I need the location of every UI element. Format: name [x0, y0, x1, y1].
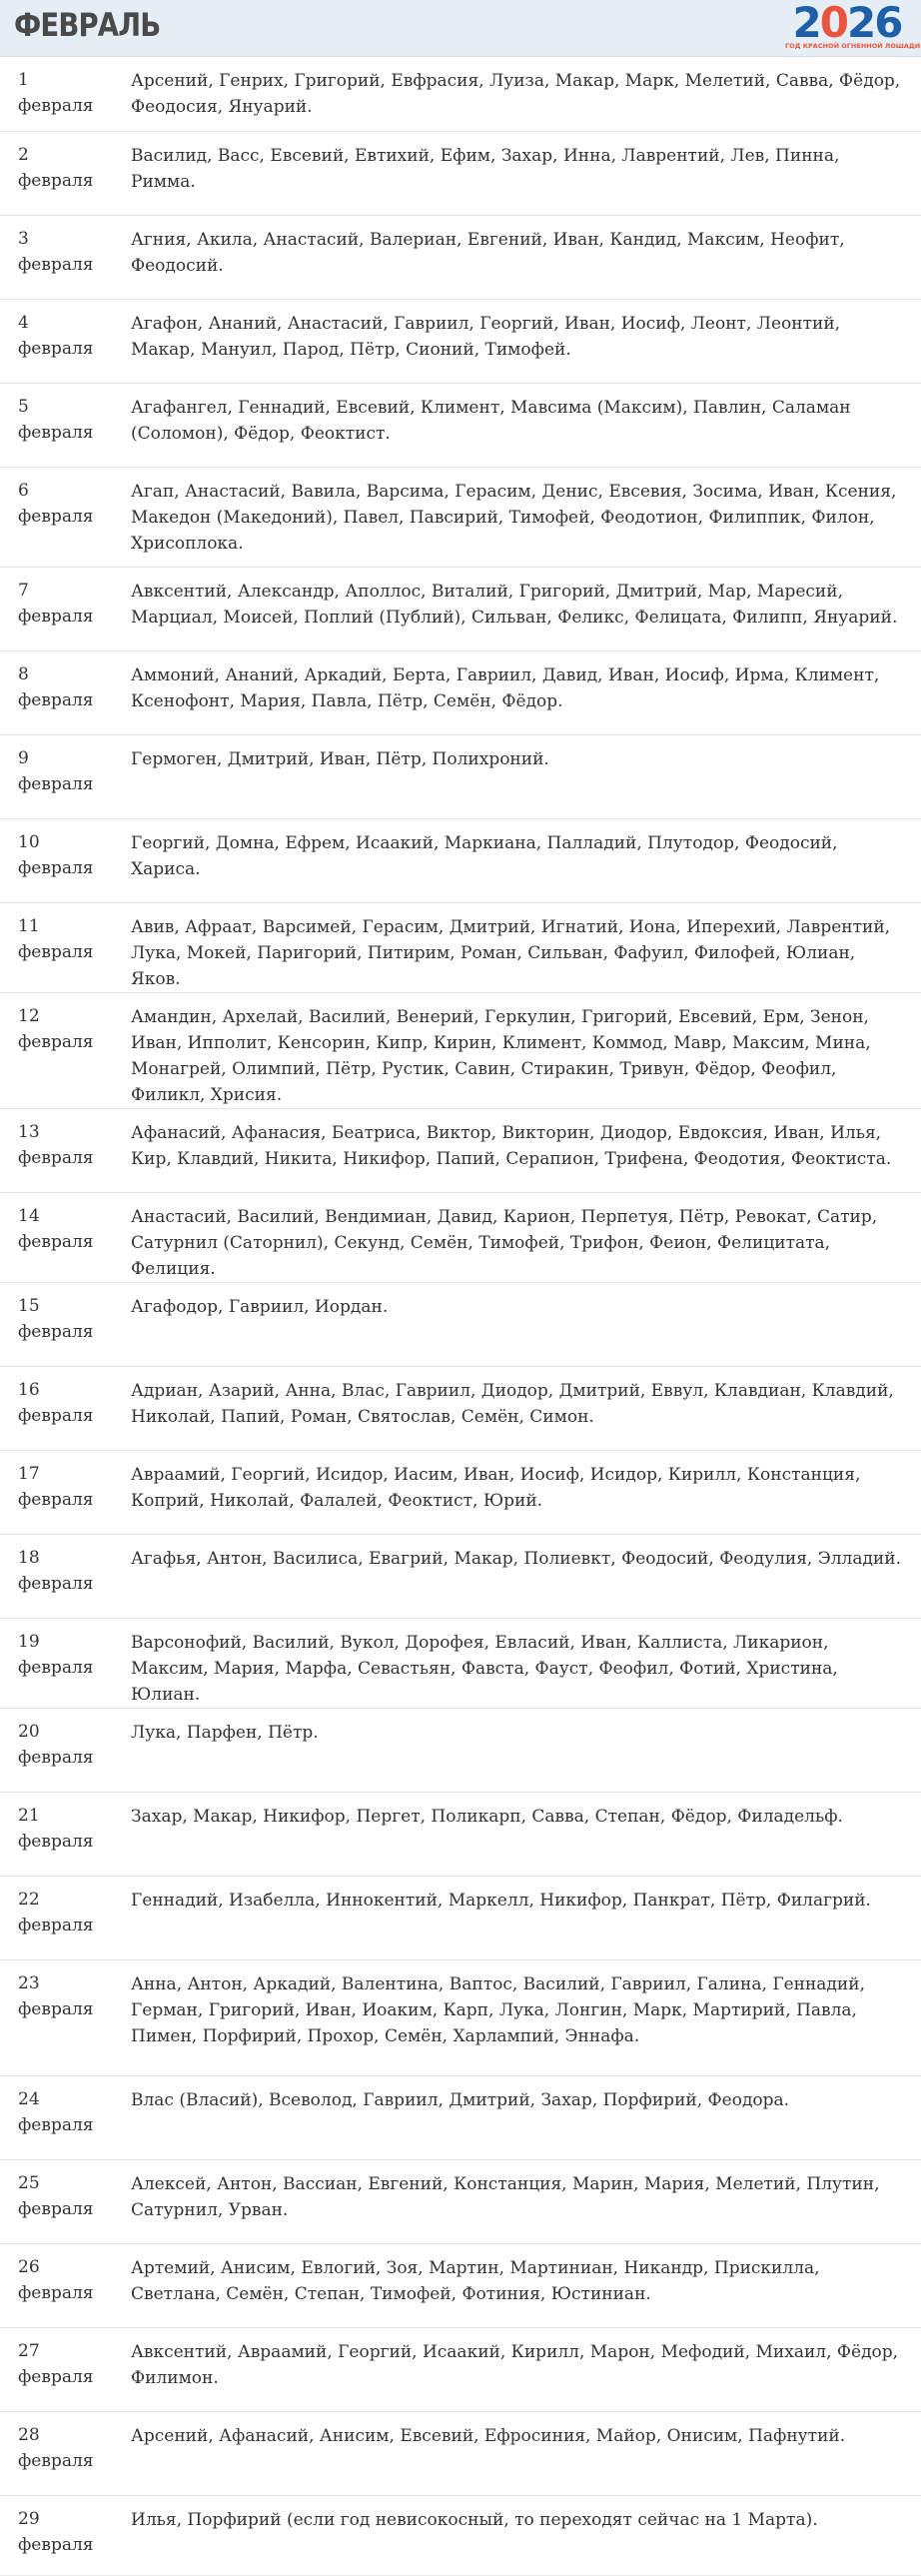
date-cell	[0, 2075, 112, 2159]
day-number: 22	[18, 1889, 40, 1910]
day-number: 15	[18, 1295, 40, 1316]
date-cell	[0, 2495, 112, 2575]
table-row	[0, 567, 921, 650]
month-label: февраля	[18, 2198, 94, 2219]
table-row	[0, 2327, 921, 2411]
table-row	[0, 2159, 921, 2243]
day-number: 21	[18, 1805, 40, 1826]
day-number: 14	[18, 1205, 40, 1226]
date-cell	[0, 299, 112, 383]
month-label: февраля	[18, 606, 94, 627]
day-number: 20	[18, 1721, 40, 1742]
date-cell	[0, 57, 112, 131]
day-number: 25	[18, 2172, 40, 2193]
day-number: 2	[18, 144, 29, 165]
day-number: 8	[18, 663, 29, 684]
month-label: февраля	[18, 1747, 94, 1768]
date-cell	[0, 383, 112, 467]
names-cell: Влас (Власий), Всеволод, Гавриил, Дмитрий, Захар, Порфирий, Феодора.	[112, 2075, 921, 2159]
names-cell: Авксентий, Александр, Аполлос, Виталий, Григорий, Дмитрий, Мар, Маресий, Марциал, Моисей, Поплий (Публий), Сильван, Феликс, Фелицата, Филипп, Януарий.	[112, 567, 921, 650]
logo-subtitle: ГОД КРАСНОЙ ОГНЕННОЙ ЛОШАДИ	[785, 42, 921, 50]
day-number: 26	[18, 2256, 40, 2277]
names-cell: Артемий, Анисим, Евлогий, Зоя, Мартин, Мартиниан, Никандр, Прискилла, Светлана, Семён, Степан, Тимофей, Фотиния, Юстиниан.	[112, 2243, 921, 2327]
date-cell	[0, 1618, 112, 1708]
names-cell: Агафон, Ананий, Анастасий, Гавриил, Георгий, Иван, Иосиф, Леонт, Леонтий, Макар, Мануил, Парод, Пётр, Сионий, Тимофей.	[112, 299, 921, 383]
date-cell	[0, 567, 112, 650]
month-label: февраля	[18, 1231, 94, 1252]
names-cell: Арсений, Афанасий, Анисим, Евсевий, Ефросиния, Майор, Онисим, Пафнутий.	[112, 2411, 921, 2495]
table-row	[0, 383, 921, 467]
table-row	[0, 992, 921, 1108]
day-number: 4	[18, 312, 29, 333]
date-cell	[0, 818, 112, 902]
table-row	[0, 902, 921, 992]
names-cell: Анна, Антон, Аркадий, Валентина, Ваптос, Василий, Гавриил, Галина, Геннадий, Герман, Григорий, Иван, Иоаким, Карп, Лука, Лонгин, Марк, Мартирий, Павла, Пимен, Порфирий, Прохор, Семён, Харлампий, Эннафа.	[112, 1959, 921, 2075]
date-cell	[0, 902, 112, 992]
page-title: ФЕВРАЛЬ	[14, 6, 161, 44]
date-cell	[0, 2411, 112, 2495]
names-cell: Амандин, Архелай, Василий, Венерий, Геркулин, Григорий, Евсевий, Ерм, Зенон, Иван, Ипполит, Кенсорин, Кипр, Кирин, Климент, Коммод, Мавр, Максим, Мина, Монагрей, Олимпий, Пётр, Рустик, Савин, Стиракин, Тривун, Фёдор, Феофил, Филикл, Хрисия.	[112, 992, 921, 1108]
month-label: февраля	[18, 1998, 94, 2019]
day-number: 3	[18, 228, 29, 249]
date-cell	[0, 1792, 112, 1876]
month-label: февраля	[18, 422, 94, 443]
logo-year-start: 2	[792, 0, 820, 47]
day-number: 6	[18, 480, 29, 501]
month-label: февраля	[18, 1831, 94, 1852]
names-cell: Георгий, Домна, Ефрем, Исаакий, Маркиана, Палладий, Плутодор, Феодосий, Хариса.	[112, 818, 921, 902]
table-row	[0, 1366, 921, 1450]
logo-year-end: 26	[847, 0, 902, 47]
table-row	[0, 1282, 921, 1366]
date-cell	[0, 1876, 112, 1959]
month-label: февраля	[18, 1573, 94, 1594]
names-cell: Агния, Акила, Анастасий, Валериан, Евгений, Иван, Кандид, Максим, Неофит, Феодосий.	[112, 215, 921, 299]
table-row	[0, 2411, 921, 2495]
day-number: 24	[18, 2088, 40, 2109]
names-cell: Агафодор, Гавриил, Иордан.	[112, 1282, 921, 1366]
table-row	[0, 734, 921, 818]
table-row	[0, 650, 921, 734]
day-number: 10	[18, 831, 40, 852]
table-row	[0, 1876, 921, 1959]
logo-2026	[785, 0, 921, 56]
names-cell: Авксентий, Авраамий, Георгий, Исаакий, Кирилл, Марон, Мефодий, Михаил, Фёдор, Филимон.	[112, 2327, 921, 2411]
day-number: 13	[18, 1121, 40, 1142]
table-row	[0, 1792, 921, 1876]
day-number: 16	[18, 1379, 40, 1400]
date-cell	[0, 1108, 112, 1192]
date-cell	[0, 1282, 112, 1366]
day-number: 17	[18, 1463, 40, 1484]
day-number: 1	[18, 70, 29, 90]
month-label: февраля	[18, 2282, 94, 2303]
table-row	[0, 57, 921, 131]
names-cell: Арсений, Генрих, Григорий, Евфрасия, Луиза, Макар, Марк, Мелетий, Савва, Фёдор, Феодосия, Януарий.	[112, 57, 921, 131]
table-row	[0, 1618, 921, 1708]
month-label: февраля	[18, 689, 94, 710]
month-label: февраля	[18, 1915, 94, 1935]
table-row	[0, 1959, 921, 2075]
month-label: февраля	[18, 1657, 94, 1678]
month-label: февраля	[18, 96, 94, 116]
month-label: февраля	[18, 857, 94, 878]
table-row	[0, 2243, 921, 2327]
day-number: 23	[18, 1972, 40, 1993]
names-cell: Аммоний, Ананий, Аркадий, Берта, Гавриил, Давид, Иван, Иосиф, Ирма, Климент, Ксенофонт, Мария, Павла, Пётр, Семён, Фёдор.	[112, 650, 921, 734]
day-number: 27	[18, 2340, 40, 2361]
month-label: февраля	[18, 1405, 94, 1426]
date-cell	[0, 2243, 112, 2327]
month-label: февраля	[18, 506, 94, 527]
table-row	[0, 818, 921, 902]
names-cell: Василид, Васс, Евсевий, Евтихий, Ефим, Захар, Инна, Лаврентий, Лев, Пинна, Римма.	[112, 131, 921, 215]
names-cell: Авив, Афраат, Варсимей, Герасим, Дмитрий, Игнатий, Иона, Иперехий, Лаврентий, Лука, Мокей, Паригорий, Питирим, Роман, Сильван, Фафуил, Филофей, Юлиан, Яков.	[112, 902, 921, 992]
day-number: 5	[18, 396, 29, 417]
day-number: 29	[18, 2508, 40, 2529]
date-cell	[0, 2327, 112, 2411]
table-row	[0, 1708, 921, 1792]
names-cell: Агап, Анастасий, Вавила, Варсима, Герасим, Денис, Евсевия, Зосима, Иван, Ксения, Македон (Македоний), Павел, Павсирий, Тимофей, Феодотион, Филиппик, Филон, Хрисоплока.	[112, 467, 921, 567]
names-cell: Авраамий, Георгий, Исидор, Иасим, Иван, Иосиф, Исидор, Кирилл, Констанция, Коприй, Николай, Фалалей, Феоктист, Юрий.	[112, 1450, 921, 1534]
day-number: 18	[18, 1547, 40, 1568]
date-cell	[0, 992, 112, 1108]
names-cell: Лука, Парфен, Пётр.	[112, 1708, 921, 1792]
month-label: февраля	[18, 773, 94, 794]
month-label: февраля	[18, 2450, 94, 2471]
month-label: февраля	[18, 1489, 94, 1510]
date-cell	[0, 215, 112, 299]
day-number: 9	[18, 747, 29, 768]
names-cell: Агафангел, Геннадий, Евсевий, Климент, Мавсима (Максим), Павлин, Саламан (Соломон), Фёдор, Феоктист.	[112, 383, 921, 467]
name-days-table	[0, 57, 921, 2576]
month-label: февраля	[18, 170, 94, 191]
date-cell	[0, 1959, 112, 2075]
month-label: февраля	[18, 941, 94, 962]
table-row	[0, 1534, 921, 1618]
table-row	[0, 299, 921, 383]
names-cell: Адриан, Азарий, Анна, Влас, Гавриил, Диодор, Дмитрий, Еввул, Клавдиан, Клавдий, Николай, Папий, Роман, Святослав, Семён, Симон.	[112, 1366, 921, 1450]
names-cell: Гермоген, Дмитрий, Иван, Пётр, Полихроний.	[112, 734, 921, 818]
names-cell: Афанасий, Афанасия, Беатриса, Виктор, Викторин, Диодор, Евдоксия, Иван, Илья, Кир, Клавдий, Никита, Никифор, Папий, Серапион, Трифена, Феодотия, Феоктиста.	[112, 1108, 921, 1192]
logo-year	[785, 0, 909, 46]
logo-year-zero: 0	[819, 0, 847, 47]
names-cell: Захар, Макар, Никифор, Пергет, Поликарп, Савва, Степан, Фёдор, Филадельф.	[112, 1792, 921, 1876]
month-label: февраля	[18, 2534, 94, 2555]
day-number: 11	[18, 915, 40, 936]
date-cell	[0, 1192, 112, 1282]
date-cell	[0, 131, 112, 215]
month-label: февраля	[18, 2114, 94, 2135]
day-number: 7	[18, 580, 29, 601]
day-number: 28	[18, 2424, 40, 2445]
month-label: февраля	[18, 1147, 94, 1168]
names-cell: Геннадий, Изабелла, Иннокентий, Маркелл, Никифор, Панкрат, Пётр, Филагрий.	[112, 1876, 921, 1959]
day-number: 12	[18, 1005, 40, 1026]
month-label: февраля	[18, 254, 94, 275]
names-cell: Алексей, Антон, Вассиан, Евгений, Констанция, Марин, Мария, Мелетий, Плутин, Сатурнил, Урван.	[112, 2159, 921, 2243]
date-cell	[0, 734, 112, 818]
table-row	[0, 131, 921, 215]
date-cell	[0, 2159, 112, 2243]
date-cell	[0, 1450, 112, 1534]
month-label: февраля	[18, 338, 94, 359]
month-label: февраля	[18, 1321, 94, 1342]
table-row	[0, 1108, 921, 1192]
names-cell: Агафья, Антон, Василиса, Евагрий, Макар, Полиевкт, Феодосий, Феодулия, Элладий.	[112, 1534, 921, 1618]
table-row	[0, 215, 921, 299]
date-cell	[0, 1534, 112, 1618]
names-cell: Илья, Порфирий (если год невисокосный, то переходят сейчас на 1 Марта).	[112, 2495, 921, 2575]
table-row	[0, 1192, 921, 1282]
table-row	[0, 2495, 921, 2575]
page-header	[0, 0, 921, 57]
table-row	[0, 1450, 921, 1534]
month-label: февраля	[18, 1031, 94, 1052]
day-number: 19	[18, 1631, 40, 1652]
date-cell	[0, 1708, 112, 1792]
names-cell: Варсонофий, Василий, Вукол, Дорофея, Евласий, Иван, Каллиста, Ликарион, Максим, Мария, Марфа, Севастьян, Фавста, Фауст, Феофил, Фотий, Христина, Юлиан.	[112, 1618, 921, 1708]
month-label: февраля	[18, 2366, 94, 2387]
date-cell	[0, 467, 112, 567]
table-row	[0, 467, 921, 567]
table-row	[0, 2075, 921, 2159]
date-cell	[0, 650, 112, 734]
date-cell	[0, 1366, 112, 1450]
names-cell: Анастасий, Василий, Вендимиан, Давид, Карион, Перпетуя, Пётр, Ревокат, Сатир, Сатурнил (Саторнил), Секунд, Семён, Тимофей, Трифон, Феион, Фелицитата, Фелиция.	[112, 1192, 921, 1282]
